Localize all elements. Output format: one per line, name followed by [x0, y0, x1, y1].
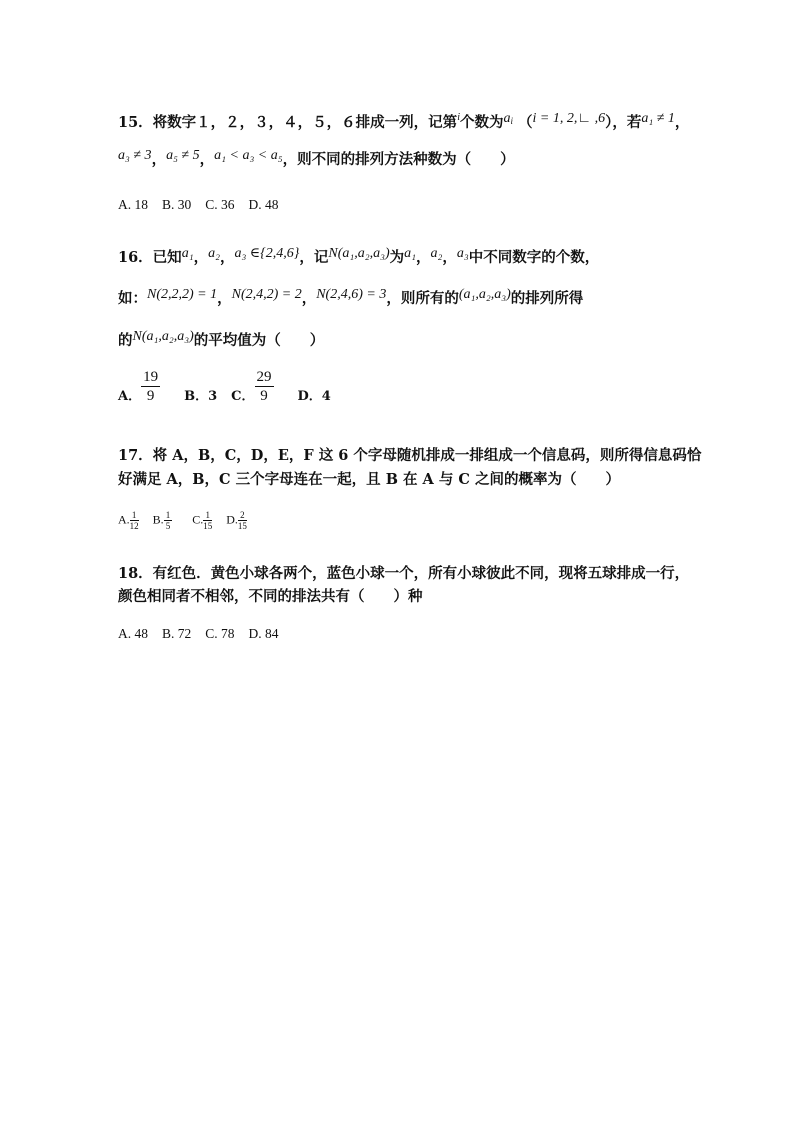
q17-option-d-fraction: $\frac{2}{15}$ — [237, 510, 247, 531]
q16-option-a-label: A． — [118, 389, 142, 404]
q16-lead: 16．已知 — [118, 249, 182, 266]
q15-index-i: i — [457, 112, 460, 123]
q18-option-a: A. 48 — [118, 626, 148, 641]
q17-option-c-label: C. — [192, 512, 204, 527]
q17-option-c-fraction: $\frac{1}{15}$ — [203, 510, 213, 531]
q16-option-b: B．3 — [184, 389, 218, 404]
q16-option-c-label: C． — [231, 389, 255, 404]
q15-cond1: a₁ ≠ 1 — [641, 111, 675, 126]
q16-ru: 如： — [118, 290, 147, 307]
q18-line-2 — [118, 587, 423, 607]
q15-text: 15．将数字１，２，３，４，５，６排成一列，记第 — [118, 114, 458, 131]
comma: ， — [217, 290, 232, 307]
q16-n-expr-2: N(a₁,a₂,a₃) — [132, 329, 194, 344]
q16-option-a-fraction: $\frac{19}{9}$ — [143, 369, 159, 404]
q17-line-2 — [118, 470, 620, 490]
q16-option-d: D．4 — [297, 389, 331, 404]
q16-line-1 — [118, 248, 599, 269]
q15-option-c: C. 36 — [205, 197, 235, 212]
q15-text-b: 个数为 — [459, 114, 504, 131]
q17-option-a-label: A. — [118, 512, 130, 527]
q15-paren-close: ），若 — [605, 114, 642, 131]
q15-option-b: B. 30 — [162, 197, 192, 212]
q16-tail3: 的平均值为（ ） — [193, 332, 325, 349]
comma: ， — [674, 114, 690, 131]
q17-options — [118, 510, 261, 531]
q18-option-c: C. 78 — [205, 626, 235, 641]
q18-line-1 — [118, 564, 689, 584]
q16-a3-set: a₃ ∈{2,4,6} — [234, 246, 300, 261]
q16-tail1: 中不同数字的个数， — [468, 249, 600, 266]
q15-ai: $a_i$ — [503, 111, 513, 126]
q16-options — [118, 369, 345, 415]
q16-tuple: (a₁,a₂,a₃) — [458, 287, 511, 302]
q16-de: 的 — [118, 332, 133, 349]
q18-text-1: 18．有红色．黄色小球各两个，蓝色小球一个，所有小球彼此不同，现将五球排成一行， — [118, 565, 690, 582]
comma: ， — [416, 249, 431, 266]
comma: ， — [301, 290, 317, 307]
q17-text-2: 好满足 A，B，C 三个字母连在一起，且 B 在 A 与 C 之间的概率为（ ） — [118, 471, 620, 488]
q15-cond3: a₅ ≠ 5 — [166, 148, 200, 163]
q16-a3: a₃ — [456, 246, 469, 261]
comma: ， — [151, 151, 167, 168]
q18-text-2: 颜色相同者不相邻，不同的排法共有（ ）种 — [118, 588, 423, 605]
q18-option-d: D. 84 — [248, 626, 279, 641]
q16-line-2 — [118, 289, 583, 310]
q17-option-b-fraction: $\frac{1}{5}$ — [165, 510, 171, 531]
q17-text-1: 17．将 A，B，C，D，E，F 这 6 个字母随机排成一排组成一个信息码，则所得信息码恰 — [118, 447, 702, 464]
q16-tail2: 的排列所得 — [510, 290, 584, 307]
q16-example-1: N(2,2,2) = 1 — [147, 287, 218, 302]
q16-wei: 为 — [389, 249, 405, 266]
q15-option-a: A. 18 — [118, 197, 148, 212]
q16-ji: ，记 — [299, 249, 329, 266]
q16-a2: a₂ — [208, 246, 220, 261]
q17-option-a-fraction: $\frac{1}{12}$ — [129, 510, 139, 531]
q16-a2-b: a₂ — [430, 246, 443, 261]
q15-cond2: a₃ ≠ 3 — [118, 148, 152, 163]
q15-options — [118, 197, 293, 213]
q16-example-3: N(2,4,6) = 3 — [316, 287, 387, 302]
q18-option-b: B. 72 — [162, 626, 192, 641]
q17-option-b-label: B. — [152, 512, 164, 527]
q16-a1-b: a₁ — [404, 246, 417, 261]
q17-option-d-label: D. — [226, 512, 238, 527]
q16-a1: a₁ — [181, 246, 194, 261]
q16-option-c-fraction: $\frac{29}{9}$ — [256, 369, 272, 404]
q15-tail: ，则不同的排列方法种数为（ ） — [282, 151, 515, 168]
q16-n-expr: N(a₁,a₂,a₃) — [328, 246, 390, 261]
q15-line-2 — [118, 150, 515, 171]
comma: ， — [219, 249, 235, 266]
comma: ， — [193, 249, 209, 266]
q16-mid: ，则所有的 — [386, 290, 459, 307]
q17-line-1 — [118, 446, 701, 466]
q15-cond4: a₁ < a₃ < a₅ — [214, 148, 283, 163]
q16-line-3 — [118, 331, 324, 352]
q18-options — [118, 626, 293, 642]
q15-option-d: D. 48 — [248, 197, 279, 212]
q15-range: i = 1, 2,∟ ,6 — [532, 111, 606, 126]
q15-paren: （ — [518, 114, 533, 131]
comma: ， — [199, 151, 215, 168]
q16-example-2: N(2,4,2) = 2 — [231, 287, 302, 302]
q15-line-1 — [118, 113, 689, 136]
comma: ， — [442, 249, 457, 266]
